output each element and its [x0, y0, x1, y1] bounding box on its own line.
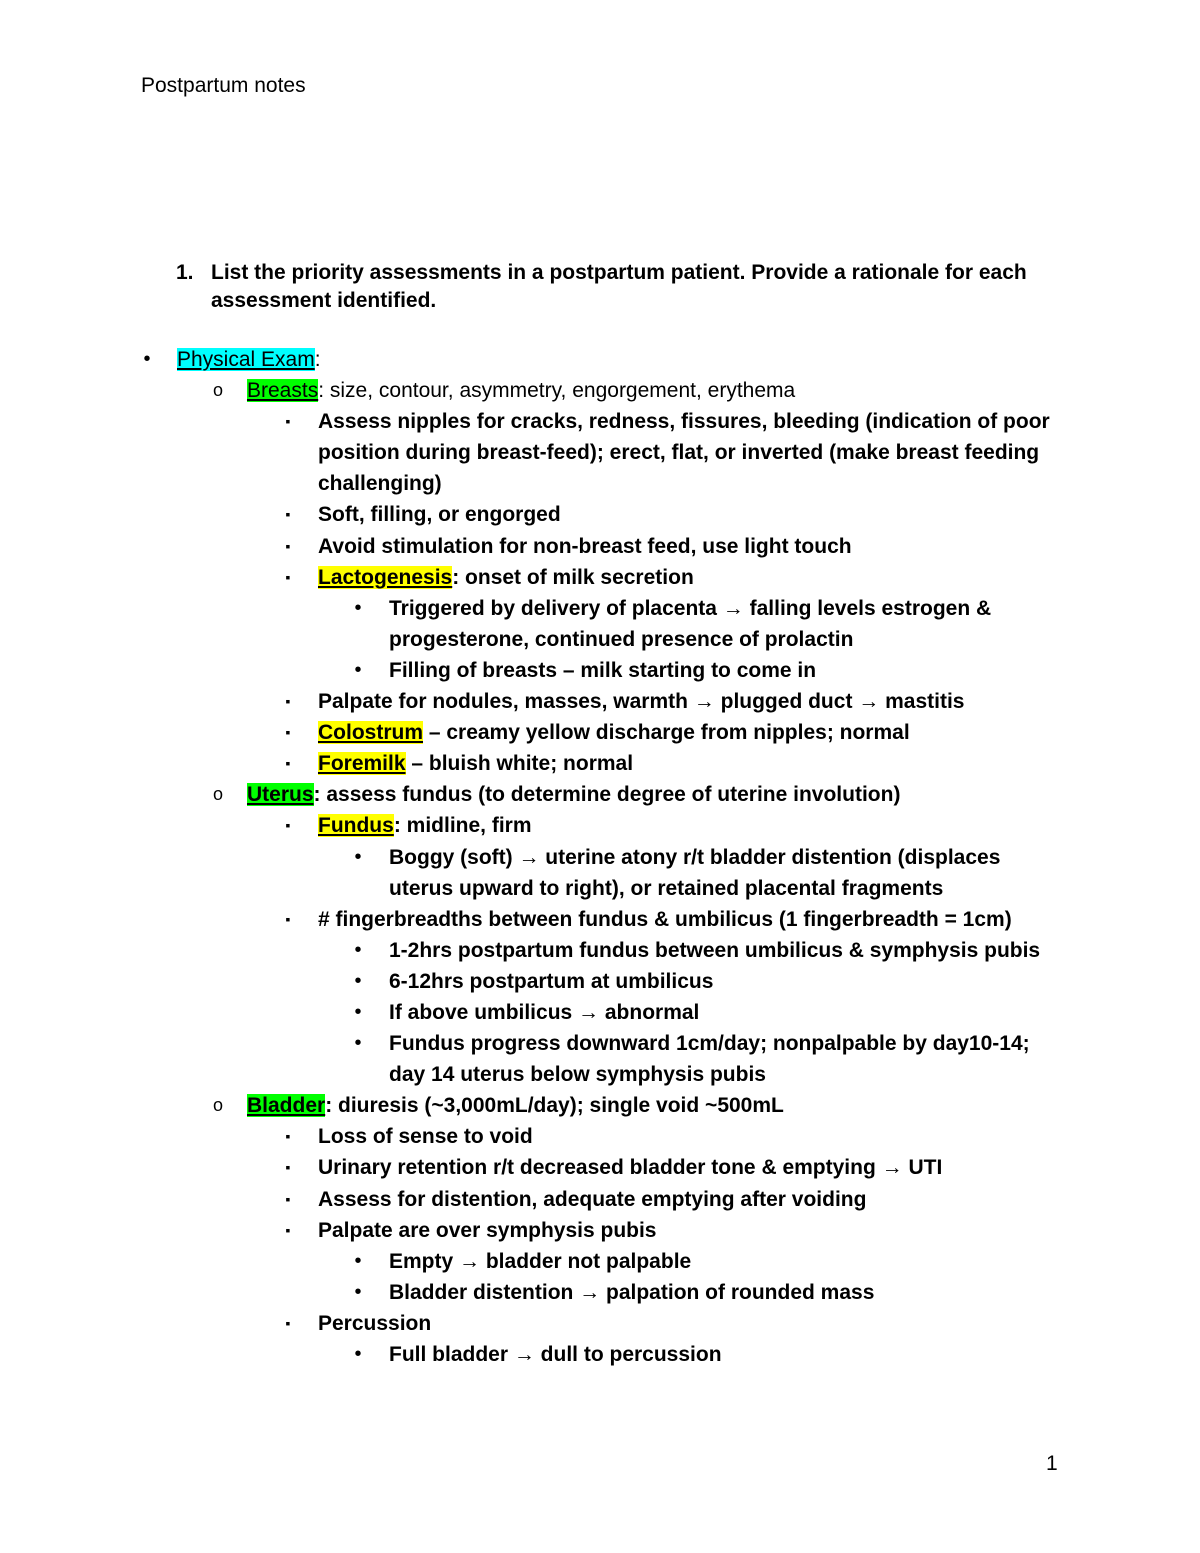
page-number: 1 [1046, 1452, 1058, 1475]
list-item: • Fundus progress downward 1cm/day; nonpalpable by day10-14; day 14 uterus below symphysis pubis [0, 1028, 1200, 1090]
circle-bullet-icon: o [212, 380, 223, 401]
list-item-fundus: ▪ Fundus: midline, firm [0, 810, 1200, 841]
question-1 [176, 259, 1056, 315]
question-text: List the priority assessments in a postpartum patient. Provide a rationale for each assessment identified. [211, 261, 1027, 312]
bullet-icon: • [143, 348, 151, 370]
list-item: • 6-12hrs postpartum at umbilicus [0, 966, 1200, 997]
colostrum-label: Colostrum [318, 721, 423, 745]
list-item-lactogenesis: ▪ Lactogenesis: onset of milk secretion [0, 562, 1200, 593]
foremilk-label: Foremilk [318, 752, 406, 776]
square-bullet-icon: ▪ [285, 1128, 291, 1145]
list-item: • Bladder distention → palpation of rounded mass [0, 1277, 1200, 1308]
list-item: ▪ Palpate for nodules, masses, warmth → plugged duct → mastitis [0, 686, 1200, 717]
square-bullet-icon: ▪ [285, 1190, 291, 1207]
bullet-icon: • [354, 658, 362, 681]
bullet-icon: • [354, 1249, 362, 1272]
notes-list [0, 344, 1200, 1370]
list-item-colostrum: ▪ Colostrum – creamy yellow discharge from nipples; normal [0, 717, 1200, 748]
list-item: • Filling of breasts – milk starting to come in [0, 655, 1200, 686]
list-item: ▪ Urinary retention r/t decreased bladder tone & emptying → UTI [0, 1152, 1200, 1183]
square-bullet-icon: ▪ [285, 724, 291, 741]
list-item-bladder: o Bladder: diuresis (~3,000mL/day); single void ~500mL [0, 1090, 1200, 1121]
list-item: ▪ Percussion [0, 1308, 1200, 1339]
question-number: 1. [176, 261, 194, 284]
list-item: • Empty → bladder not palpable [0, 1246, 1200, 1277]
list-item: ▪ Assess nipples for cracks, redness, fissures, bleeding (indication of poor position during breast-feed); erect, flat, or inverted (make breast feeding challenging) [0, 406, 1200, 499]
bullet-icon: • [354, 1032, 362, 1055]
physical-exam-label: Physical Exam [177, 348, 315, 371]
square-bullet-icon: ▪ [285, 910, 291, 927]
bullet-icon: • [354, 938, 362, 961]
list-item: • Triggered by delivery of placenta → falling levels estrogen & progesterone, continued presence of prolactin [0, 593, 1200, 655]
bladder-label: Bladder [247, 1094, 326, 1118]
square-bullet-icon: ▪ [285, 817, 291, 834]
list-item: • Boggy (soft) → uterine atony r/t bladder distention (displaces uterus upward to right), or retained placental fragments [0, 842, 1200, 904]
bullet-icon: • [354, 596, 362, 619]
square-bullet-icon: ▪ [285, 506, 291, 523]
square-bullet-icon: ▪ [285, 755, 291, 772]
list-item: ▪ Soft, filling, or engorged [0, 499, 1200, 530]
list-item-physical-exam: • Physical Exam: [0, 344, 1200, 375]
square-bullet-icon: ▪ [285, 1159, 291, 1176]
list-item: ▪ Assess for distention, adequate emptying after voiding [0, 1184, 1200, 1215]
list-item: • If above umbilicus → abnormal [0, 997, 1200, 1028]
list-item: • 1-2hrs postpartum fundus between umbilicus & symphysis pubis [0, 935, 1200, 966]
list-item: ▪ Avoid stimulation for non-breast feed, use light touch [0, 531, 1200, 562]
square-bullet-icon: ▪ [285, 1314, 291, 1331]
list-item: ▪ Loss of sense to void [0, 1121, 1200, 1152]
list-item: ▪ Palpate are over symphysis pubis [0, 1215, 1200, 1246]
bullet-icon: • [354, 1343, 362, 1365]
square-bullet-icon: ▪ [285, 537, 291, 554]
list-item-breasts: o Breasts: size, contour, asymmetry, engorgement, erythema [0, 375, 1200, 406]
square-bullet-icon: ▪ [285, 568, 291, 585]
circle-bullet-icon: o [212, 1095, 223, 1116]
fundus-label: Fundus [318, 814, 394, 838]
uterus-label: Uterus [247, 783, 314, 807]
circle-bullet-icon: o [212, 784, 223, 805]
list-item: • Full bladder → dull to percussion [0, 1339, 1200, 1370]
bullet-icon: • [354, 1000, 362, 1023]
lactogenesis-label: Lactogenesis [318, 565, 453, 589]
bullet-icon: • [354, 845, 362, 868]
breasts-label: Breasts [247, 379, 319, 403]
bullet-icon: • [354, 1280, 362, 1303]
document-title: Postpartum notes [141, 74, 306, 97]
square-bullet-icon: ▪ [285, 413, 291, 430]
square-bullet-icon: ▪ [285, 693, 291, 710]
bullet-icon: • [354, 969, 362, 992]
square-bullet-icon: ▪ [285, 1221, 291, 1238]
list-item: ▪ # fingerbreadths between fundus & umbilicus (1 fingerbreadth = 1cm) [0, 904, 1200, 935]
list-item-uterus: o Uterus: assess fundus (to determine degree of uterine involution) [0, 779, 1200, 810]
list-item-foremilk: ▪ Foremilk – bluish white; normal [0, 748, 1200, 779]
